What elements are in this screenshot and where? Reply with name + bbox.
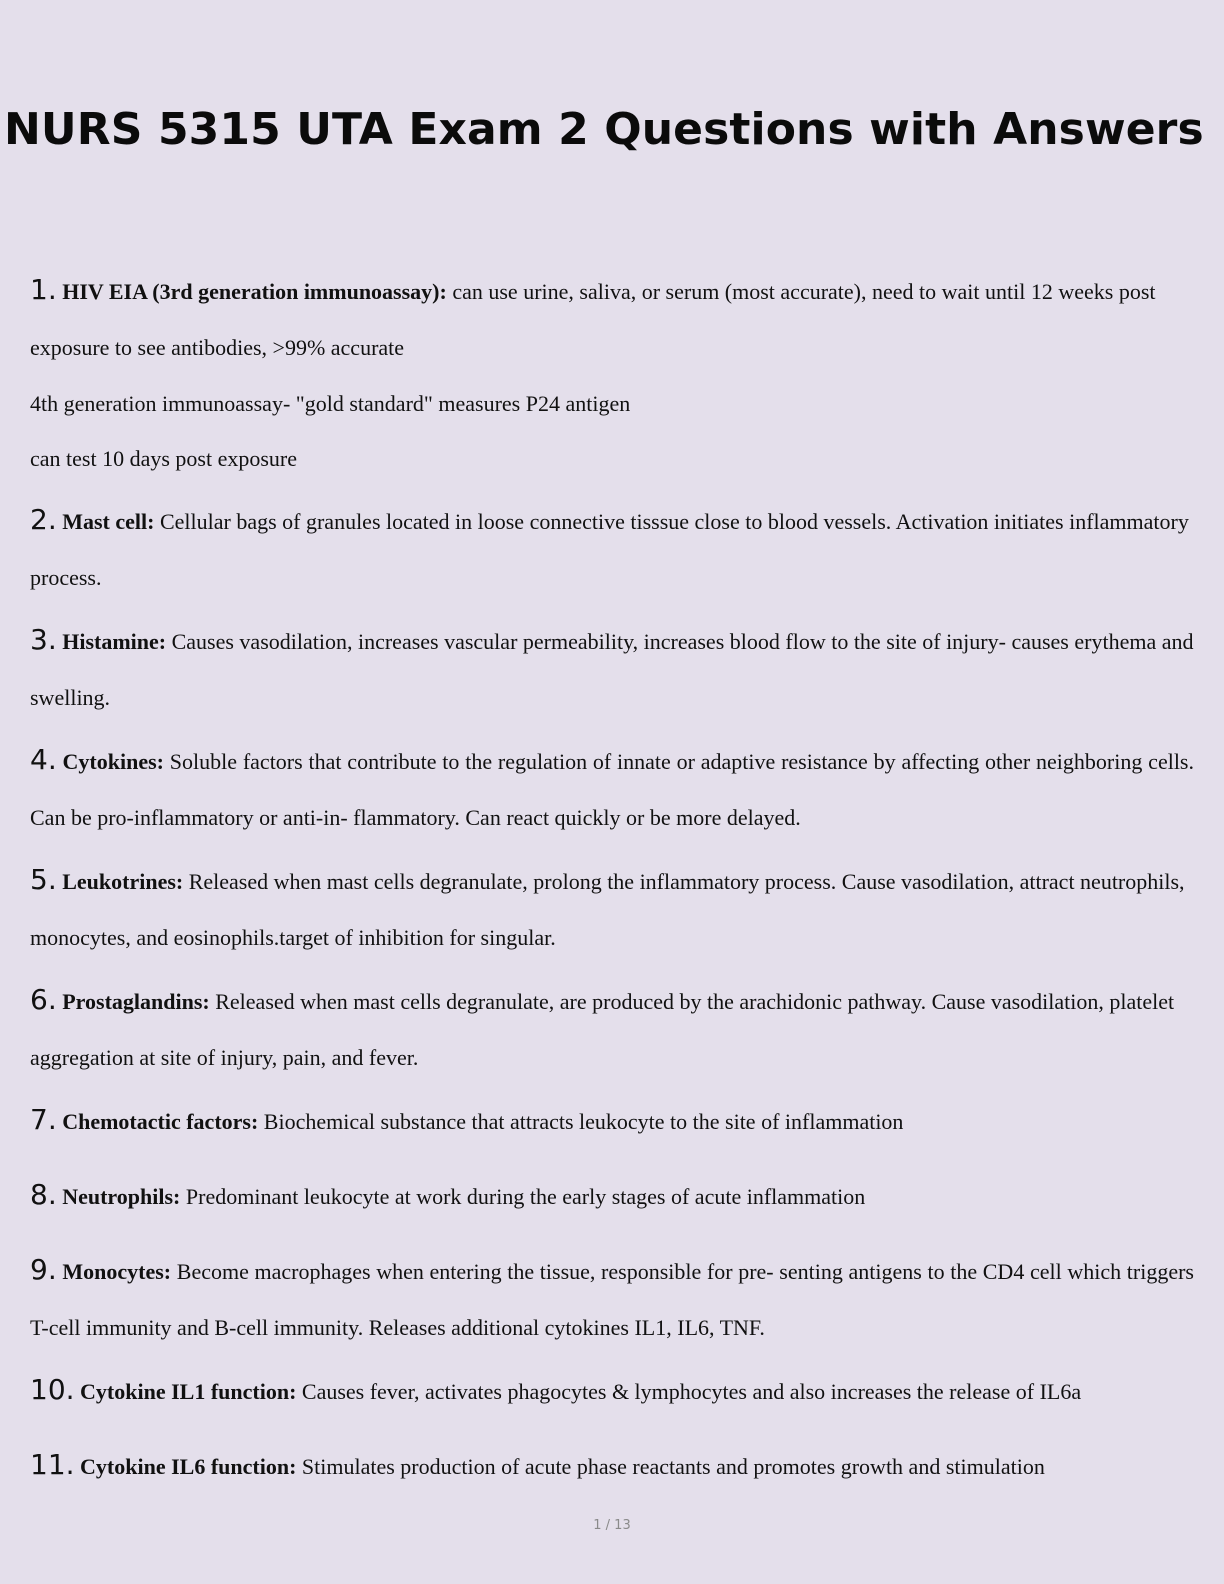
page-indicator: 1 / 13 — [593, 1518, 631, 1533]
question-number: 5. — [30, 863, 57, 896]
question-definition: can use urine, saliva, or serum (most accurate), need to wait until 12 weeks post exposure to see antibodies, >99% accurate — [30, 279, 1156, 360]
question-term: Chemotactic factors: — [62, 1109, 259, 1134]
question-definition: Stimulates production of acute phase reactants and promotes growth and stimulation — [296, 1454, 1045, 1479]
question-item-9 — [30, 1242, 1194, 1356]
question-item-10 — [30, 1362, 1194, 1420]
question-extra-line: can test 10 days post exposure — [30, 446, 297, 471]
question-item-8 — [30, 1167, 1194, 1225]
question-term: Cytokine IL6 function: — [80, 1454, 297, 1479]
question-term: Cytokines: — [62, 749, 164, 774]
question-item-2 — [30, 492, 1194, 606]
question-definition: Soluble factors that contribute to the regulation of innate or adaptive resistance by affecting other neighboring cells. Can be pro-inflammatory or anti-in- flammatory. Can react quickly or be more delayed. — [30, 749, 1194, 830]
question-list — [30, 262, 1194, 1501]
question-item-7 — [30, 1092, 1194, 1150]
question-number: 4. — [30, 743, 57, 776]
question-definition: Released when mast cells degranulate, are produced by the arachidonic pathway. Cause vasodilation, platelet aggregation at site of injury, pain, and fever. — [30, 989, 1175, 1070]
question-number: 11. — [30, 1448, 75, 1481]
question-term: Leukotrines: — [62, 869, 184, 894]
question-number: 3. — [30, 623, 57, 656]
question-term: HIV EIA (3rd generation immunoassay): — [62, 279, 447, 304]
question-term: Histamine: — [62, 629, 167, 654]
question-definition: Biochemical substance that attracts leukocyte to the site of inflammation — [258, 1109, 904, 1134]
question-definition: Released when mast cells degranulate, prolong the inflammatory process. Cause vasodilation, attract neutrophils, monocytes, and eosinophils.target of inhibition for singular. — [30, 869, 1185, 950]
question-item-5 — [30, 852, 1194, 966]
question-term: Monocytes: — [62, 1259, 172, 1284]
question-term: Mast cell: — [62, 509, 155, 534]
question-definition: Causes vasodilation, increases vascular permeability, increases blood flow to the site of injury- causes erythema and swelling. — [30, 629, 1194, 710]
question-term: Prostaglandins: — [62, 989, 210, 1014]
question-number: 6. — [30, 983, 57, 1016]
question-number: 1. — [30, 273, 57, 306]
question-extra-line: 4th generation immunoassay- "gold standard" measures P24 antigen — [30, 391, 631, 416]
question-definition: Causes fever, activates phagocytes & lymphocytes and also increases the release of IL6a — [296, 1379, 1082, 1404]
question-definition: Become macrophages when entering the tissue, responsible for pre- senting antigens to the CD4 cell which triggers T-cell immunity and B-cell immunity. Releases additional cytokines IL1, IL6, TNF. — [30, 1259, 1194, 1340]
question-definition: Cellular bags of granules located in loose connective tisssue close to blood vessels. Activation initiates inflammatory process. — [30, 509, 1189, 590]
question-definition: Predominant leukocyte at work during the early stages of acute inflammation — [180, 1184, 866, 1209]
question-item-4 — [30, 732, 1194, 846]
question-number: 2. — [30, 503, 57, 536]
question-term: Neutrophils: — [62, 1184, 181, 1209]
document-title: NURS 5315 UTA Exam 2 Questions with Answers — [4, 104, 1204, 155]
question-number: 10. — [30, 1373, 75, 1406]
question-item-1 — [30, 262, 1194, 486]
question-number: 9. — [30, 1253, 57, 1286]
question-item-6 — [30, 972, 1194, 1086]
question-item-3 — [30, 612, 1194, 726]
question-item-11 — [30, 1437, 1194, 1495]
question-number: 8. — [30, 1178, 57, 1211]
question-number: 7. — [30, 1103, 57, 1136]
question-term: Cytokine IL1 function: — [80, 1379, 297, 1404]
